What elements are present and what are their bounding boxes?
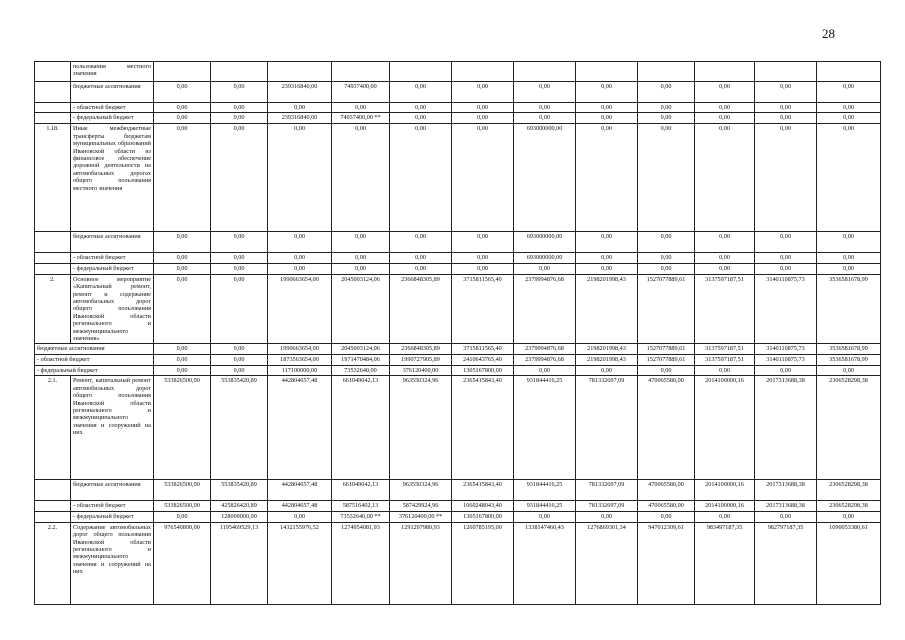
- amount-cell: 0,00: [695, 113, 755, 124]
- amount-cell: 0,00: [452, 103, 514, 113]
- amount-cell: 0,00: [514, 113, 576, 124]
- amount-cell: 587516402,13: [332, 501, 390, 512]
- amount-cell: 0,00: [390, 103, 452, 113]
- amount-cell: 0,00: [154, 124, 211, 232]
- amount-cell: 0,00: [390, 253, 452, 264]
- amount-cell: 0,00: [211, 232, 268, 253]
- amount-cell: [154, 62, 211, 82]
- table-row: [35, 501, 881, 512]
- amount-cell: 0,00: [695, 82, 755, 103]
- row-number: [35, 103, 71, 113]
- row-label: - областной бюджет: [71, 253, 154, 264]
- amount-cell: 533826500,00: [154, 480, 211, 501]
- table-row: [35, 103, 881, 113]
- amount-cell: 0,00: [154, 355, 211, 365]
- amount-cell: [268, 62, 332, 82]
- row-number: [35, 82, 71, 103]
- amount-cell: 0,00: [638, 365, 695, 375]
- amount-cell: 2014100000,16: [695, 480, 755, 501]
- amount-cell: 0,00: [817, 113, 881, 124]
- amount-cell: 117100000,00: [268, 365, 332, 375]
- amount-cell: 3715811565,40: [452, 344, 514, 355]
- amount-cell: 0,00: [211, 344, 268, 355]
- amount-cell: 3137597187,51: [695, 274, 755, 344]
- amount-cell: 587429924,96: [390, 501, 452, 512]
- amount-cell: 1990663654,00: [268, 344, 332, 355]
- amount-cell: 0,00: [390, 113, 452, 124]
- amount-cell: 74937400,00 **: [332, 113, 390, 124]
- amount-cell: 239316840,00: [268, 113, 332, 124]
- amount-cell: 442804657,48: [268, 376, 332, 480]
- amount-cell: 0,00: [211, 124, 268, 232]
- amount-cell: 1195469529,13: [211, 522, 268, 604]
- amount-cell: 0,00: [211, 264, 268, 274]
- amount-cell: 0,00: [154, 82, 211, 103]
- amount-cell: 931844416,25: [514, 501, 576, 512]
- row-label: бюджетные ассигнования: [71, 82, 154, 103]
- amount-cell: [695, 62, 755, 82]
- amount-cell: 0,00: [452, 82, 514, 103]
- amount-cell: 2045003124,06: [332, 344, 390, 355]
- amount-cell: 0,00: [154, 232, 211, 253]
- table-row: [35, 344, 881, 355]
- amount-cell: 470065580,00: [638, 376, 695, 480]
- row-number: 2.2.: [35, 522, 71, 604]
- row-label: - федеральный бюджет: [71, 113, 154, 124]
- amount-cell: 1527077889,61: [638, 344, 695, 355]
- amount-cell: 2306528298,38: [817, 501, 881, 512]
- row-number: 2.1.: [35, 376, 71, 480]
- amount-cell: 0,00: [154, 274, 211, 344]
- amount-cell: [390, 62, 452, 82]
- amount-cell: 2366848305,89: [390, 274, 452, 344]
- amount-cell: 1260785195,00: [452, 522, 514, 604]
- amount-cell: [638, 62, 695, 82]
- amount-cell: 1305167800,00: [452, 365, 514, 375]
- row-number: [35, 232, 71, 253]
- amount-cell: 1060248043,40: [452, 501, 514, 512]
- amount-cell: 0,00: [452, 264, 514, 274]
- table-row: [35, 480, 881, 501]
- amount-cell: 0,00: [268, 264, 332, 274]
- amount-cell: 983497187,35: [695, 522, 755, 604]
- amount-cell: 1090053380,61: [817, 522, 881, 604]
- row-label: бюджетные ассигнования: [35, 344, 154, 355]
- amount-cell: 0,00: [268, 232, 332, 253]
- table-row: [35, 82, 881, 103]
- amount-cell: 0,00: [390, 264, 452, 274]
- amount-cell: 0,00: [576, 103, 638, 113]
- row-label: - федеральный бюджет: [35, 365, 154, 375]
- amount-cell: 376120400,00: [390, 365, 452, 375]
- row-label: Иные межбюджетные трансферты бюджетам муниципальных образований Ивановской области из финансовое обеспечение дорожной деятельности на автомобильных дорогах общего пользования местного значения: [71, 124, 154, 232]
- amount-cell: 3140110875,73: [755, 355, 817, 365]
- amount-cell: 0,00: [154, 113, 211, 124]
- amount-cell: 2379994876,68: [514, 344, 576, 355]
- amount-cell: 0,00: [390, 232, 452, 253]
- amount-cell: 533826500,00: [154, 501, 211, 512]
- amount-cell: 0,00: [211, 253, 268, 264]
- amount-cell: 3137597187,51: [695, 355, 755, 365]
- amount-cell: 0,00: [817, 512, 881, 522]
- amount-cell: 2306528298,38: [817, 376, 881, 480]
- amount-cell: 0,00: [755, 264, 817, 274]
- amount-cell: 3536581678,99: [817, 344, 881, 355]
- amount-cell: 0,00: [817, 82, 881, 103]
- amount-cell: 0,00: [211, 355, 268, 365]
- row-number: 2.: [35, 274, 71, 344]
- amount-cell: 2379994876,68: [514, 274, 576, 344]
- amount-cell: 0,00: [638, 124, 695, 232]
- amount-cell: 0,00: [576, 512, 638, 522]
- amount-cell: 0,00: [452, 232, 514, 253]
- amount-cell: 693000000,00: [514, 232, 576, 253]
- amount-cell: 0,00: [514, 264, 576, 274]
- amount-cell: 425826420,89: [211, 501, 268, 512]
- amount-cell: 963550324,96: [390, 480, 452, 501]
- amount-cell: 0,00: [638, 253, 695, 264]
- table-row: [35, 274, 881, 344]
- amount-cell: 0,00: [576, 82, 638, 103]
- amount-cell: [332, 62, 390, 82]
- amount-cell: 1527077889,61: [638, 355, 695, 365]
- amount-cell: 693000000,00: [514, 253, 576, 264]
- amount-cell: 376120400,00 **: [390, 512, 452, 522]
- amount-cell: 0,00: [332, 103, 390, 113]
- row-label: - областной бюджет: [35, 355, 154, 365]
- amount-cell: 1990727905,89: [390, 355, 452, 365]
- row-number: [35, 253, 71, 264]
- table-row: [35, 253, 881, 264]
- amount-cell: 0,00: [755, 253, 817, 264]
- amount-cell: 0,00: [817, 264, 881, 274]
- amount-cell: 661049042,13: [332, 376, 390, 480]
- amount-cell: [452, 62, 514, 82]
- amount-cell: 0,00: [211, 82, 268, 103]
- row-number: 1.18.: [35, 124, 71, 232]
- amount-cell: 0,00: [211, 274, 268, 344]
- table-row: [35, 113, 881, 124]
- amount-cell: 2306528298,38: [817, 480, 881, 501]
- amount-cell: 0,00: [154, 512, 211, 522]
- amount-cell: 982797187,35: [755, 522, 817, 604]
- amount-cell: 0,00: [576, 253, 638, 264]
- amount-cell: 0,00: [514, 103, 576, 113]
- row-number: [35, 62, 71, 82]
- table-row: [35, 232, 881, 253]
- amount-cell: 0,00: [514, 82, 576, 103]
- amount-cell: 0,00: [332, 124, 390, 232]
- row-label: Основное мероприятие «Капитальный ремонт, ремонт и содержание автомобильных дорог общего пользования Ивановской области регионального и межмуниципального значения»: [71, 274, 154, 344]
- table-row: [35, 512, 881, 522]
- row-label: бюджетные ассигнования: [71, 232, 154, 253]
- row-label: бюджетные ассигнования: [71, 480, 154, 501]
- amount-cell: 0,00: [154, 344, 211, 355]
- amount-cell: 661049042,13: [332, 480, 390, 501]
- amount-cell: 3536581678,99: [817, 355, 881, 365]
- amount-cell: 0,00: [576, 264, 638, 274]
- row-number: [35, 480, 71, 501]
- amount-cell: 0,00: [817, 365, 881, 375]
- amount-cell: 3715811565,40: [452, 274, 514, 344]
- amount-cell: 3137597187,51: [695, 344, 755, 355]
- table-body: [35, 62, 881, 605]
- table-row: [35, 376, 881, 480]
- amount-cell: 73532640,00 **: [332, 512, 390, 522]
- amount-cell: 442804657,48: [268, 501, 332, 512]
- amount-cell: 693000000,00: [514, 124, 576, 232]
- amount-cell: 781332697,09: [576, 480, 638, 501]
- amount-cell: 553835420,89: [211, 376, 268, 480]
- row-number: [35, 113, 71, 124]
- amount-cell: 0,00: [154, 253, 211, 264]
- amount-cell: 2379994876,68: [514, 355, 576, 365]
- row-label: - областной бюджет: [71, 501, 154, 512]
- amount-cell: 0,00: [638, 113, 695, 124]
- amount-cell: 0,00: [755, 512, 817, 522]
- amount-cell: 0,00: [268, 103, 332, 113]
- amount-cell: 0,00: [817, 124, 881, 232]
- amount-cell: 0,00: [755, 124, 817, 232]
- table-row: [35, 62, 881, 82]
- amount-cell: 2365415843,40: [452, 480, 514, 501]
- amount-cell: 0,00: [268, 512, 332, 522]
- amount-cell: 0,00: [695, 264, 755, 274]
- row-label: - областной бюджет: [71, 103, 154, 113]
- amount-cell: 1527077889,61: [638, 274, 695, 344]
- amount-cell: 1432155976,52: [268, 522, 332, 604]
- table-row: [35, 264, 881, 274]
- row-label: - федеральный бюджет: [71, 512, 154, 522]
- amount-cell: 533826500,00: [154, 376, 211, 480]
- amount-cell: 0,00: [695, 124, 755, 232]
- amount-cell: 0,00: [638, 512, 695, 522]
- amount-cell: 0,00: [390, 82, 452, 103]
- amount-cell: 0,00: [638, 232, 695, 253]
- amount-cell: 0,00: [695, 365, 755, 375]
- amount-cell: 0,00: [332, 232, 390, 253]
- amount-cell: 0,00: [514, 365, 576, 375]
- amount-cell: 73532640,00: [332, 365, 390, 375]
- amount-cell: 128009000,00: [211, 512, 268, 522]
- amount-cell: 1276869301,34: [576, 522, 638, 604]
- amount-cell: 0,00: [576, 365, 638, 375]
- amount-cell: 1873563654,00: [268, 355, 332, 365]
- table-row: [35, 365, 881, 375]
- amount-cell: 0,00: [755, 113, 817, 124]
- amount-cell: 963550324,96: [390, 376, 452, 480]
- amount-cell: 0,00: [576, 113, 638, 124]
- amount-cell: 931844416,25: [514, 480, 576, 501]
- amount-cell: 3536581678,99: [817, 274, 881, 344]
- amount-cell: 0,00: [817, 103, 881, 113]
- table-row: [35, 522, 881, 604]
- amount-cell: 442804657,48: [268, 480, 332, 501]
- amount-cell: 2014100000,16: [695, 501, 755, 512]
- row-label: - федеральный бюджет: [71, 264, 154, 274]
- amount-cell: [576, 62, 638, 82]
- amount-cell: 2198201998,43: [576, 355, 638, 365]
- amount-cell: 1971470484,06: [332, 355, 390, 365]
- amount-cell: [755, 62, 817, 82]
- amount-cell: 470065580,00: [638, 480, 695, 501]
- amount-cell: 0,00: [211, 103, 268, 113]
- amount-cell: 0,00: [817, 253, 881, 264]
- table-row: [35, 124, 881, 232]
- amount-cell: 1990663654,00: [268, 274, 332, 344]
- amount-cell: 0,00: [268, 253, 332, 264]
- amount-cell: 976540800,00: [154, 522, 211, 604]
- amount-cell: 781332697,09: [576, 376, 638, 480]
- amount-cell: 0,00: [638, 82, 695, 103]
- amount-cell: 0,00: [755, 103, 817, 113]
- amount-cell: 0,00: [638, 103, 695, 113]
- amount-cell: 0,00: [452, 253, 514, 264]
- amount-cell: 0,00: [755, 82, 817, 103]
- amount-cell: 2045003124,06: [332, 274, 390, 344]
- amount-cell: 1305167800,00: [452, 512, 514, 522]
- amount-cell: 0,00: [638, 264, 695, 274]
- amount-cell: 1291297980,93: [390, 522, 452, 604]
- amount-cell: 0,00: [576, 232, 638, 253]
- amount-cell: 2366848305,89: [390, 344, 452, 355]
- amount-cell: 239316840,00: [268, 82, 332, 103]
- row-label: Ремонт, капитальный ремонт автомобильных дорог общего пользования Ивановской области регионального и межмуниципального значения и сооружений на них: [71, 376, 154, 480]
- amount-cell: 0,00: [452, 113, 514, 124]
- amount-cell: 0,00: [390, 124, 452, 232]
- amount-cell: 470065580,00: [638, 501, 695, 512]
- row-number: [35, 512, 71, 522]
- amount-cell: 0,00: [154, 365, 211, 375]
- amount-cell: 0,00: [695, 232, 755, 253]
- amount-cell: 947012309,61: [638, 522, 695, 604]
- amount-cell: 0,00: [755, 365, 817, 375]
- amount-cell: 0,00: [695, 512, 755, 522]
- amount-cell: 0,00: [211, 113, 268, 124]
- amount-cell: 0,00: [514, 512, 576, 522]
- amount-cell: 2198201998,43: [576, 274, 638, 344]
- budget-table: [34, 61, 881, 605]
- amount-cell: 2410643765,40: [452, 355, 514, 365]
- amount-cell: 781332697,09: [576, 501, 638, 512]
- amount-cell: 74937400,00: [332, 82, 390, 103]
- amount-cell: 2017313688,38: [755, 501, 817, 512]
- amount-cell: 2198201998,43: [576, 344, 638, 355]
- row-number: [35, 264, 71, 274]
- amount-cell: [211, 62, 268, 82]
- amount-cell: 0,00: [211, 365, 268, 375]
- amount-cell: 3140110875,73: [755, 274, 817, 344]
- amount-cell: 0,00: [452, 124, 514, 232]
- amount-cell: 2365415843,40: [452, 376, 514, 480]
- amount-cell: 1338147460,43: [514, 522, 576, 604]
- amount-cell: 0,00: [576, 124, 638, 232]
- amount-cell: 1274954081,93: [332, 522, 390, 604]
- amount-cell: 0,00: [755, 232, 817, 253]
- amount-cell: 931844416,25: [514, 376, 576, 480]
- amount-cell: 0,00: [695, 253, 755, 264]
- amount-cell: 0,00: [332, 264, 390, 274]
- amount-cell: 0,00: [268, 124, 332, 232]
- page-number: 28: [822, 26, 835, 41]
- amount-cell: 553835420,89: [211, 480, 268, 501]
- row-number: [35, 501, 71, 512]
- amount-cell: [817, 62, 881, 82]
- amount-cell: 2017313688,38: [755, 480, 817, 501]
- amount-cell: 0,00: [332, 253, 390, 264]
- table-row: [35, 355, 881, 365]
- row-label: пользования местного значения: [71, 62, 154, 82]
- amount-cell: 2017313688,38: [755, 376, 817, 480]
- amount-cell: 0,00: [154, 103, 211, 113]
- amount-cell: 0,00: [154, 264, 211, 274]
- amount-cell: [514, 62, 576, 82]
- amount-cell: 0,00: [817, 232, 881, 253]
- amount-cell: 0,00: [695, 103, 755, 113]
- row-label: Содержание автомобильных дорог общего пользования Ивановской области регионального и межмуниципального значения и сооружений на них: [71, 522, 154, 604]
- amount-cell: 2014100000,16: [695, 376, 755, 480]
- amount-cell: 3140110875,73: [755, 344, 817, 355]
